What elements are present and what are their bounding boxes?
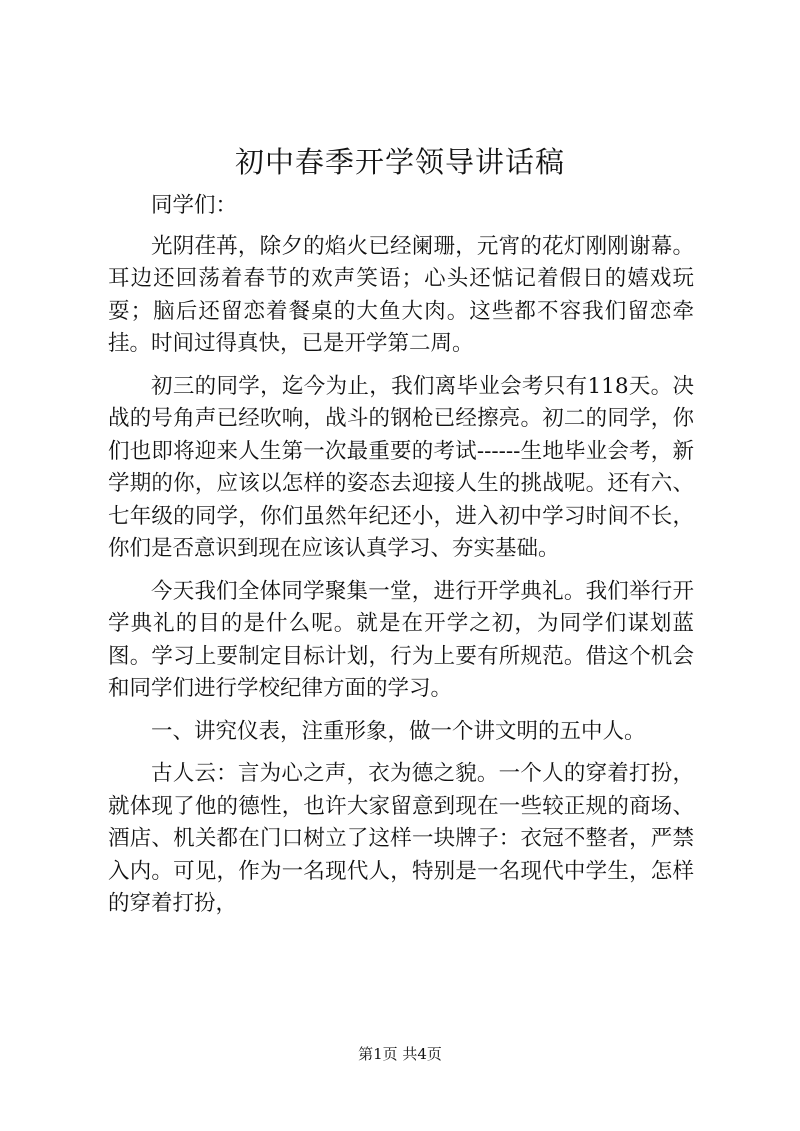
body-paragraph-1: 光阴荏苒，除夕的焰火已经阑珊，元宵的花灯刚刚谢幕。耳边还回荡着春节的欢声笑语；心头还惦记着假日的嬉戏玩耍；脑后还留恋着餐桌的大鱼大肉。这些都不容我们留恋牵挂。时间过得真快，已是开学第二周。 (108, 233, 694, 356)
greeting-paragraph: 同学们： (151, 193, 238, 218)
section-heading-1: 一、讲究仪表，注重形象，做一个讲文明的五中人。 (151, 718, 646, 744)
page-footer: 第1页 共4页 (358, 1045, 442, 1063)
body-paragraph-3: 今天我们全体同学聚集一堂，进行开学典礼。我们举行开学典礼的目的是什么呢。就是在开学之初，为同学们谋划蓝图。学习上要制定目标计划，行为上要有所规范。借这个机会和同学们进行学校纪律方面的学习。 (108, 578, 694, 701)
body-paragraph-2: 初三的同学，迄今为止，我们离毕业会考只有118天。决战的号角声已经吹响，战斗的钢枪已经擦亮。初二的同学，你们也即将迎来人生第一次最重要的考试------生地毕业会考，新学期的你，应该以怎样的姿态去迎接人生的挑战呢。还有六、七年级的同学，你们虽然年纪还小，进入初中学习时间不长，你们是否意识到现在应该认真学习、夯实基础。 (108, 373, 694, 561)
document-body (108, 190, 694, 931)
body-paragraph-4: 古人云：言为心之声，衣为德之貌。一个人的穿着打扮，就体现了他的德性，也许大家留意到现在一些较正规的商场、酒店、机关都在门口树立了这样一块牌子：衣冠不整者，严禁入内。可见，作为一名现代人，特别是一名现代中学生，怎样的穿着打扮， (108, 761, 694, 916)
page-title: 初中春季开学领导讲话稿 (234, 145, 565, 179)
